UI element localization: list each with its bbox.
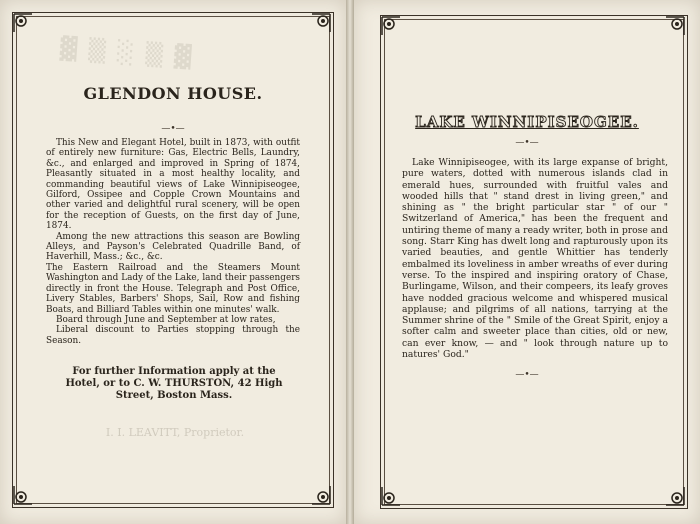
show-through-ghost-text: ▓ ▒ ░ ▒ ▓	[59, 35, 194, 71]
description-paragraph: Lake Winnipiseogee, with its large expanse of bright, pure waters, dotted with numerous islands clad in emerald hues, surrounded with fruitful vales and wooded hills that " stand drest in living green," and shining as " the bright particular star " of our " Switzerland of America," has been the frequent and untiring theme of many a ready writer, both in prose and song. Starr King has dwelt long and rapturously upon its varied beauties, and gentle Whittier has tenderly embalmed its loveliness in amber wreaths of ever during verse. To the inspired and inspiring oratory of Chase, Burlingame, Wilson, and their compeers, its leafy groves have nodded gracious welcome and whispered musical applause; and pilgrims of all nations, tarrying at the Summer shrine of the " Smile of the Great Spirit, enjoy a softer calm and sweeter place than cities, old or new, can ever know, — and " look through nature up to natures' God."	[402, 157, 668, 361]
corner-ornament-icon	[310, 12, 332, 34]
info-line: Hotel, or to C. W. THURSTON, 42 High	[65, 378, 283, 389]
description-paragraph: The Eastern Railroad and the Steamers Mount Washington and Lady of the Lake, land their passengers directly in front the House. Telegraph and Post Office, Livery Stables, Barbers' Shops, Sail, Row and fishing Boats, and Billiard Tables within one minutes' walk.	[46, 262, 300, 315]
page-title: LAKE WINNIPISEOGEE.	[415, 113, 639, 131]
description-paragraph: Among the new attractions this season are Bowling Alleys, and Payson's Celebrated Quadrille Band, of Haverhill, Mass.; &c., &c.	[46, 231, 300, 263]
corner-ornament-icon	[664, 485, 686, 507]
corner-ornament-icon	[310, 484, 332, 506]
title-ornament-divider: —•—	[161, 124, 185, 134]
corner-ornament-icon	[380, 485, 402, 507]
proprietor-line: I. I. LEAVITT, Proprietor.	[105, 426, 245, 439]
closing-ornament-divider: —•—	[515, 370, 539, 380]
lake-description	[402, 157, 668, 360]
description-paragraph: This New and Elegant Hotel, built in 1873, with outfit of entirely new furniture: Gas, Electric Bells, Laundry, &c., and enlarged and improved in Spring of 1874, Pleasantly situated in a most healthy locality, and commanding beautiful views of Lake Winnipiseogee, Gilford, Ossipee and Copple Crown Mountains and other varied and delightful rural scenery, will be open for the reception of Guests, on the first day of June, 1874.	[46, 138, 300, 232]
description-paragraph: Board through June and September at low rates,	[56, 314, 276, 325]
contact-information	[52, 366, 296, 402]
hotel-description	[46, 138, 300, 346]
corner-ornament-icon	[12, 12, 34, 34]
page-fold	[346, 0, 354, 524]
info-line: Street, Boston Mass.	[115, 390, 233, 401]
corner-ornament-icon	[380, 15, 402, 37]
corner-ornament-icon	[664, 15, 686, 37]
title-ornament-divider: —•—	[515, 138, 539, 148]
corner-ornament-icon	[12, 484, 34, 506]
info-line: For further Information apply at the	[72, 366, 276, 377]
page-title: GLENDON HOUSE.	[83, 84, 263, 103]
description-paragraph: Liberal discount to Parties stopping through the Season.	[46, 325, 300, 346]
